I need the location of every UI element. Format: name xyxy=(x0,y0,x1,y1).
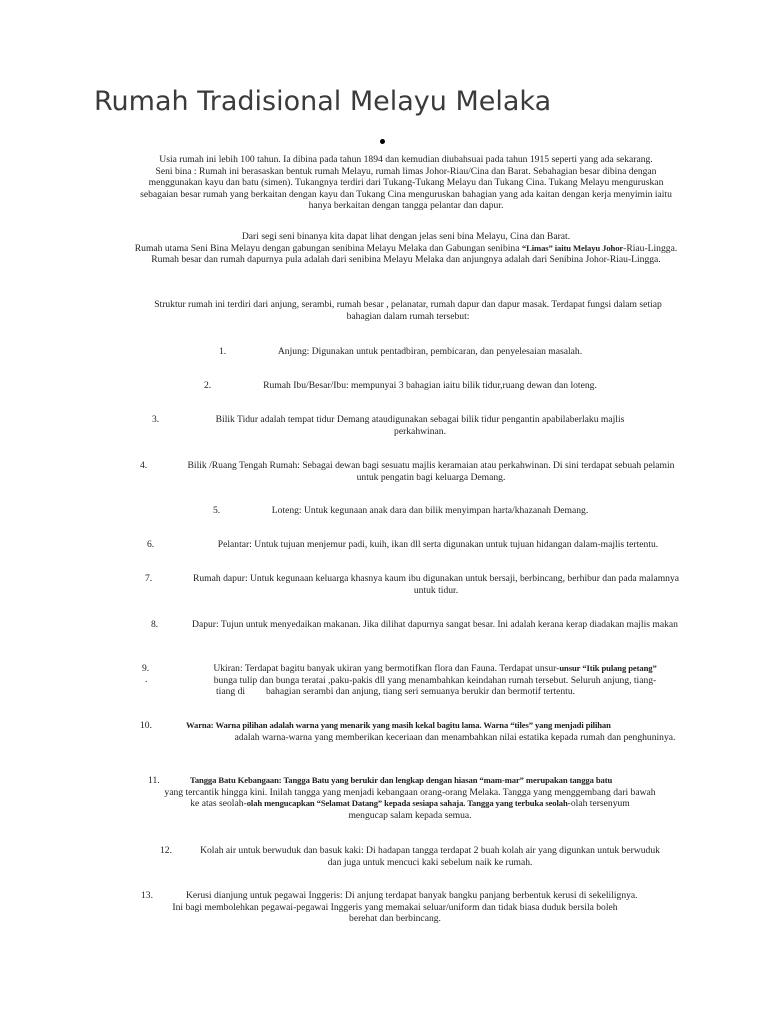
item-number: 13. xyxy=(141,890,153,901)
item11-line-1: Tangga Batu Kebangaan: Tangga Batu yang berukir dan lengkap dengan hiasan “mam-mar” merupakan tangga batu xyxy=(190,775,613,785)
item-number: 5. xyxy=(213,505,221,516)
item11-text-c: -olah tersenyum xyxy=(567,798,630,810)
item-text: Bilik Tidur adalah tempat tidur Demang ataudigunakan sebagai bilik tidur pengantin apabilaberlaku majlis perkahwinan. xyxy=(215,414,625,437)
item-number: 2. xyxy=(204,380,212,391)
bullet-dot xyxy=(380,139,385,144)
seni-paragraph xyxy=(132,231,680,266)
item-number: 8. xyxy=(151,619,159,630)
struktur-paragraph: Struktur rumah ini terdiri dari anjung, serambi, rumah besar , pelanatar, rumah dapur dan dapur masak. Terdapat fungsi dalam setiap bahagian dalam rumah tersebut: xyxy=(154,299,662,322)
item-text: adalah warna-warna yang memberikan keceriaan dan menambahkan nilai estatika kepada rumah dan penghuninya. xyxy=(234,731,676,743)
item13-line-3: berehat dan berbincang. xyxy=(349,913,441,925)
page-title: Rumah Tradisional Melayu Melaka xyxy=(94,86,552,117)
item10-line-1: Warna: Warna pilihan adalah warna yang menarik yang masih kekal bagitu lama. Warna “tiles” yang menjadi pilihan xyxy=(186,720,611,730)
item-number: 3. xyxy=(152,414,160,425)
item-text: Kolah air untuk berwuduk dan basuk kaki: Di hadapan tangga terdapat 2 buah kolah air yang digunkan untuk berwuduk dan juga untuk mencuci kaki sebelum naik ke rumah. xyxy=(200,845,660,868)
item9-line-3a: tiang di xyxy=(216,686,246,697)
seni-line: Dari segi seni binanya kita dapat lihat dengan jelas seni bina Melayu, Cina dan Barat. xyxy=(241,231,571,242)
seni-text-c: -Riau-Lingga. Rumah besar dan rumah dapurnya pula adalah dari senibina Melayu Melaka dan anjungnya adalah dari Senibina Johor-Riau-Lingga. xyxy=(151,242,678,266)
item9-line-2: bunga tulip dan bunga teratai ,paku-pakis dll yang menambahkan keindahan rumah tersebut. Seluruh anjung, tiang- xyxy=(213,674,657,686)
item-text xyxy=(130,787,690,822)
item-text: Rumah dapur: Untuk kegunaan keluarga khasnya kaum ibu digunakan untuk bersaji, berbincang, berhibur dan pada malamnya untuk tidur. xyxy=(192,573,680,596)
item11-selamat: olah mengucapkan “Selamat Datang” kepada sesiapa sahaja. Tangga yang terbuka seolah xyxy=(246,798,568,809)
item-text: Bilik /Ruang Tengah Rumah: Sebagai dewan bagi sesuatu majlis keramaian atau perkahwinan. Di sini terdapat sebuah pelamin untuk pengatin bagi keluarga Demang. xyxy=(187,460,675,483)
item13-line-2: Ini bagi membolehkan pegawai-pegawai Inggeris yang memakai seluar/uniform dan tidak biasa duduk bersila boleh xyxy=(172,901,618,913)
item-text: Anjung: Digunakan untuk pentadbiran, pembicaran, dan penyelesaian masalah. xyxy=(277,346,583,357)
item-number: 6. xyxy=(147,539,155,550)
item9-line-1 xyxy=(150,663,720,675)
item-text: Loteng: Untuk kegunaan anak dara dan bilik menyimpan harta/khazanah Demang. xyxy=(271,505,589,516)
item11-text-a: ke atas seolah- xyxy=(190,798,247,810)
item-number: 4. xyxy=(140,460,148,471)
item-text: Pelantar: Untuk tujuan menjemur padi, kuih, ikan dll serta digunakan untuk tujuan hidangan dalam-majlis tertentu. xyxy=(217,539,659,550)
item-dot: . xyxy=(145,674,148,685)
item-text xyxy=(150,663,720,686)
item-number: 12. xyxy=(160,845,172,856)
item-text xyxy=(150,902,640,925)
item9-text-a: Ukiran: Terdapat bagitu banyak ukiran yang bermotifkan flora dan Fauna. Terdapat unsur- xyxy=(213,663,560,674)
intro-line: Usia rumah ini lebih 100 tahun. Ia dibina pada tahun 1894 dan kemudian diubahsuai pada tahun 1915 seperti yang ada sekarang. xyxy=(159,154,653,165)
seni-text-a: Rumah utama Seni Bina Melayu dengan gabungan senibina Melayu Melaka dan Gabungan senibina xyxy=(134,242,520,254)
item11-line-4: mengucap salam kepada semua. xyxy=(348,809,472,821)
seni-line-2 xyxy=(132,243,680,266)
item-text: Dapur: Tujun untuk menyedaikan makanan. Jika dilihat dapurnya sangat besar. Ini adalah kerana kerap diadakan majlis makan xyxy=(192,619,678,630)
item-number: 10. xyxy=(140,720,152,731)
item9-line-3b: bahagian serambi dan anjung, tiang seri semuanya berukir dan bermotif tertentu. xyxy=(266,686,576,697)
item-number: 9. xyxy=(142,663,150,674)
seni-limas: “Limas” iaitu Melayu Johor xyxy=(521,242,624,253)
item-number: 7. xyxy=(145,573,153,584)
item11-line-2: yang tercantik hingga kini. Inilah tangga yang menjadi kebangaan orang-orang Melaka. Tangga yang menggembang dari bawah xyxy=(164,786,656,798)
intro-paragraph xyxy=(132,154,680,212)
item9-itik: unsur “Itik pulang petang” xyxy=(559,663,657,673)
intro-seni-bina: Seni bina : Rumah ini berasaskan bentuk rumah Melayu, rumah limas Johor-Riau/Cina dan Barat. Sebahagian besar dibina dengan menggunakan kayu dan batu (simen). Tukangnya terdiri dari Tukang-Tukang Melayu dan Tukang Cina. Tukang Melayu menguruskan sebagaian besar rumah yang berkaitan dengan kayu dan Tukang Cina menguruskan bahagian yang ada kaitan dengan kerja menyimin iaitu hanya berkaitan dengan tangga pelantar dan dapur. xyxy=(140,165,672,212)
item-number: 11. xyxy=(148,775,160,786)
item-text: Rumah Ibu/Besar/Ibu: mempunyai 3 bahagian iaitu bilik tidur,ruang dewan dan loteng. xyxy=(263,380,597,391)
item-number: 1. xyxy=(219,346,227,357)
item13-line-1: Kerusi dianjung untuk pegawai Inggeris: Di anjung terdapat banyak bangku panjang berbentuk kerusi di sekelilignya. xyxy=(186,890,638,901)
item11-line-3 xyxy=(130,798,690,810)
